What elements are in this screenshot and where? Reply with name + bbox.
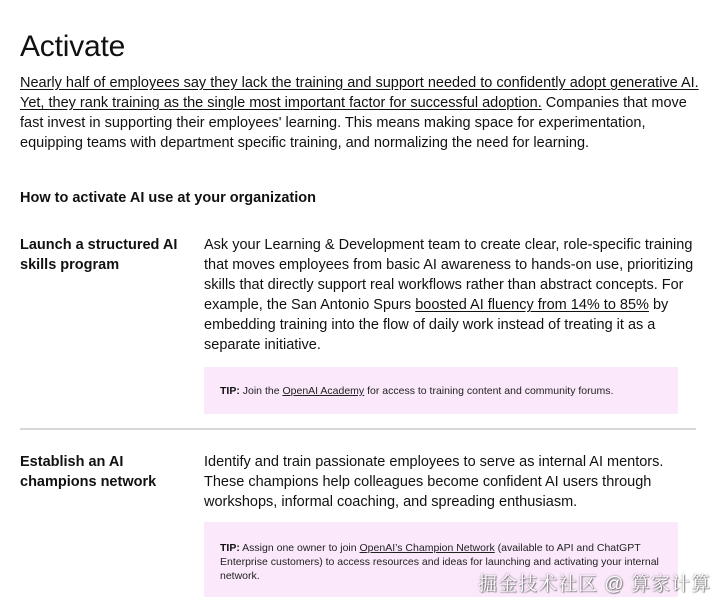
row-body: Identify and train passionate employees to serve as internal AI mentors. These champions help colleagues become confident AI users through workshops, informal coaching, and spreading enthusiasm. bbox=[204, 454, 664, 510]
tip-text-end: (available to API and ChatGPT Enterprise customers) to access resources and ideas for launching and activating your internal network. bbox=[220, 542, 659, 582]
row-body-text-end: by embedding training into the flow of daily work instead of treating it as a separate initiative. bbox=[204, 297, 669, 353]
row-body-text: Ask your Learning & Development team to create clear, role-specific training that moves employees from basic AI awareness to hands-on use, prioritizing skills that directly support real workflows rather than abstract concepts. For example, the San Antonio Spurs bbox=[204, 237, 694, 313]
row-title: Launch a structured AI skills program bbox=[20, 237, 178, 273]
watermark: 掘金技术社区 @ 算家计算 bbox=[478, 574, 711, 595]
spurs-case-study-link[interactable]: boosted AI fluency from 14% to 85% bbox=[415, 297, 649, 313]
page-title: Activate bbox=[20, 30, 126, 64]
openai-academy-link[interactable]: OpenAI Academy bbox=[282, 385, 365, 397]
tip-text: Join the bbox=[239, 385, 283, 397]
champion-network-link[interactable]: OpenAI’s Champion Network bbox=[359, 542, 495, 554]
intro-paragraph bbox=[20, 73, 700, 153]
intro-source-link[interactable]: Nearly half of employees say they lack the training and support needed to confidently adopt generative AI. Yet, they rank training as the single most important factor for successful adoption. bbox=[20, 75, 699, 111]
row-title: Establish an AI champions network bbox=[20, 454, 157, 490]
section-divider bbox=[20, 428, 696, 430]
tip-text: Assign one owner to join bbox=[239, 542, 360, 554]
row-body bbox=[204, 235, 696, 355]
tip-callout bbox=[204, 367, 678, 414]
intro-body-text: Companies that move fast invest in supporting their employees' learning. This means making space for experimentation, equipping teams with department specific training, and normalizing the need for learning. bbox=[20, 95, 687, 151]
tip-label: TIP: bbox=[220, 542, 240, 554]
tip-text-end: for access to training content and community forums. bbox=[364, 385, 614, 397]
section-heading: How to activate AI use at your organization bbox=[20, 190, 316, 206]
tip-label: TIP: bbox=[220, 385, 240, 397]
